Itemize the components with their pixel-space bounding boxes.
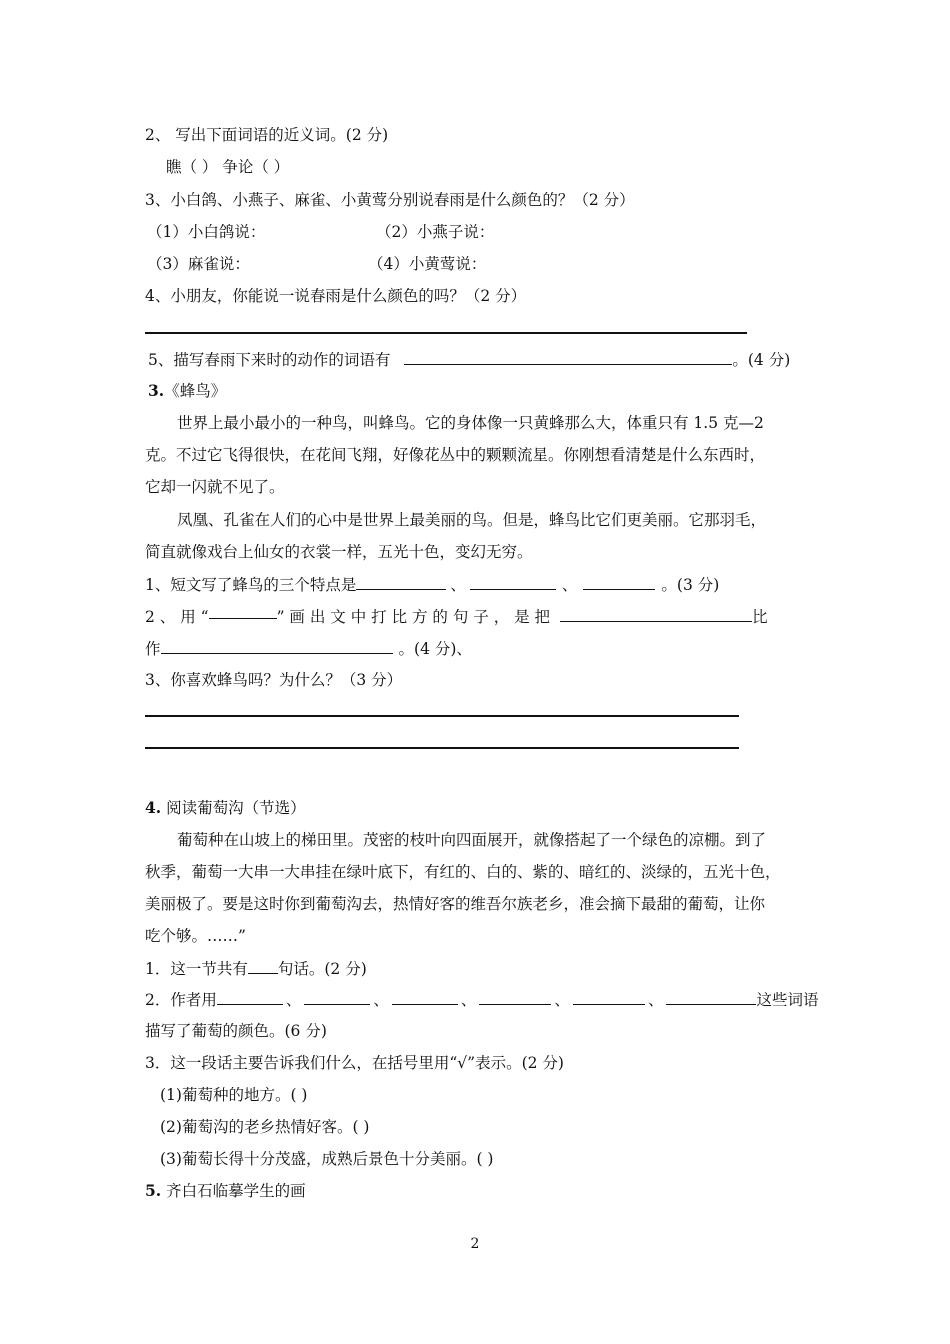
s4-q1-text: 1．这一节共有 — [145, 960, 248, 978]
q3-color-question: 3、小白鸽、小燕子、麻雀、小黄莺分别说春雨是什么颜色的？（2 分） — [145, 191, 635, 209]
q4-question: 4、小朋友，你能说一说春雨是什么颜色的吗？（2 分） — [145, 287, 527, 305]
section-title: 齐白石临摹学生的画 — [166, 1182, 306, 1200]
answer-blank — [356, 574, 446, 590]
passage-line: 吃个够。……” — [145, 927, 246, 945]
section-4-heading — [145, 798, 306, 818]
answer-blank — [161, 638, 393, 654]
s4-q3-option-2: (2)葡萄沟的老乡热情好客。( ) — [160, 1118, 370, 1136]
dash-line-mark — [209, 618, 277, 619]
s3-q2-text: 作 — [145, 640, 161, 658]
s4-q2-text: 2．作者用 — [145, 991, 217, 1009]
q3-item-1: （1）小白鸽说： — [147, 223, 266, 241]
section-number: 5. — [145, 1181, 162, 1200]
answer-blank — [560, 606, 752, 622]
section-3-heading — [148, 381, 226, 401]
s3-q2-score: 。(4 分)、 — [398, 640, 472, 658]
answer-line — [145, 715, 739, 717]
passage-line: 克。不过它飞得很快，在花间飞翔，好像花丛中的颗颗流星。你刚想看清楚是什么东西时， — [145, 446, 766, 464]
separator: 、 — [285, 991, 302, 1009]
answer-line — [145, 747, 739, 749]
answer-blank — [248, 958, 278, 974]
s4-q2 — [145, 989, 818, 1010]
separator: 、 — [554, 991, 570, 1009]
separator: 、 — [373, 991, 389, 1009]
s3-q2-text: 2 、 用 “ — [145, 608, 209, 626]
answer-blank — [479, 989, 551, 1005]
s3-q1 — [145, 574, 719, 595]
passage-line: 简直就像戏台上仙女的衣裳一样，五光十色，变幻无穷。 — [145, 543, 533, 561]
q3-item-4: （4）小黄莺说： — [368, 255, 487, 273]
passage-line: 它却一闪就不见了。 — [145, 478, 285, 496]
s3-q2 — [145, 606, 768, 627]
separator: 、 — [460, 991, 477, 1009]
section-number: 3. — [148, 381, 165, 400]
q3-item-3: （3）麻雀说： — [147, 255, 250, 273]
answer-blank — [470, 574, 556, 590]
q5-score: 。(4 分) — [732, 351, 791, 369]
s4-q3: 3．这一段话主要告诉我们什么，在括号里用“√”表示。(2 分) — [145, 1054, 564, 1072]
separator: 、 — [647, 991, 664, 1009]
s4-q1 — [145, 958, 367, 979]
q2-word-blanks: 瞧（ ） 争论（ ） — [166, 158, 290, 176]
answer-blank — [404, 349, 732, 365]
answer-blank — [392, 989, 458, 1005]
q3-item-2: （2）小燕子说： — [376, 223, 495, 241]
page-number: 2 — [470, 1236, 480, 1252]
s3-q2-cont — [145, 638, 472, 659]
passage-line: 世界上最小最小的一种鸟，叫蜂鸟。它的身体像一只黄蜂那么大，体重只有 1.5 克—2 — [177, 414, 764, 432]
s3-q3: 3、你喜欢蜂鸟吗？为什么？（3 分） — [145, 671, 403, 689]
separator: 、 — [450, 576, 466, 594]
answer-blank — [573, 989, 645, 1005]
s3-q1-text: 1、短文写了蜂鸟的三个特点是 — [145, 576, 357, 594]
answer-blank — [583, 574, 655, 590]
section-title: 阅读葡萄沟（节选） — [166, 799, 306, 817]
passage-line: 凤凰、孔雀在人们的心中是世界上最美丽的鸟。但是，蜂鸟比它们更美丽。它那羽毛， — [177, 511, 767, 529]
s3-q2-text: 比 — [752, 608, 768, 626]
s4-q3-option-3: (3)葡萄长得十分茂盛，成熟后景色十分美丽。( ) — [160, 1150, 494, 1168]
s3-q2-text: ” 画 出 文 中 打 比 方 的 句 子 ， 是 把 — [276, 608, 551, 626]
q2-synonym-question: 2、 写出下面词语的近义词。(2 分) — [145, 126, 389, 144]
s4-q3-option-1: (1)葡萄种的地方。( ) — [160, 1086, 308, 1104]
s4-q2-text: 这些词语 — [756, 991, 819, 1009]
q5-question — [148, 349, 790, 370]
passage-line: 葡萄种在山坡上的梯田里。茂密的枝叶向四面展开，就像搭起了一个绿色的凉棚。到了 — [177, 831, 767, 849]
s4-q1-text: 句话。(2 分) — [277, 960, 367, 978]
section-5-heading — [145, 1181, 306, 1201]
section-title: 《蜂鸟》 — [164, 382, 227, 400]
s3-q1-score: 。(3 分) — [661, 576, 720, 594]
passage-line: 美丽极了。要是这时你到葡萄沟去，热情好客的维吾尔族老乡，准会摘下最甜的葡萄，让你 — [145, 895, 766, 913]
section-number: 4. — [145, 798, 162, 817]
answer-blank — [304, 989, 370, 1005]
answer-line — [145, 332, 747, 334]
passage-line: 秋季，葡萄一大串一大串挂在绿叶底下，有红的、白的、紫的、暗红的、淡绿的，五光十色， — [145, 863, 781, 881]
answer-blank — [666, 989, 756, 1005]
separator: 、 — [561, 576, 578, 594]
q5-text: 5、描写春雨下来时的动作的词语有 — [148, 351, 391, 369]
answer-blank — [217, 989, 283, 1005]
s4-q2-cont: 描写了葡萄的颜色。(6 分) — [145, 1022, 327, 1040]
